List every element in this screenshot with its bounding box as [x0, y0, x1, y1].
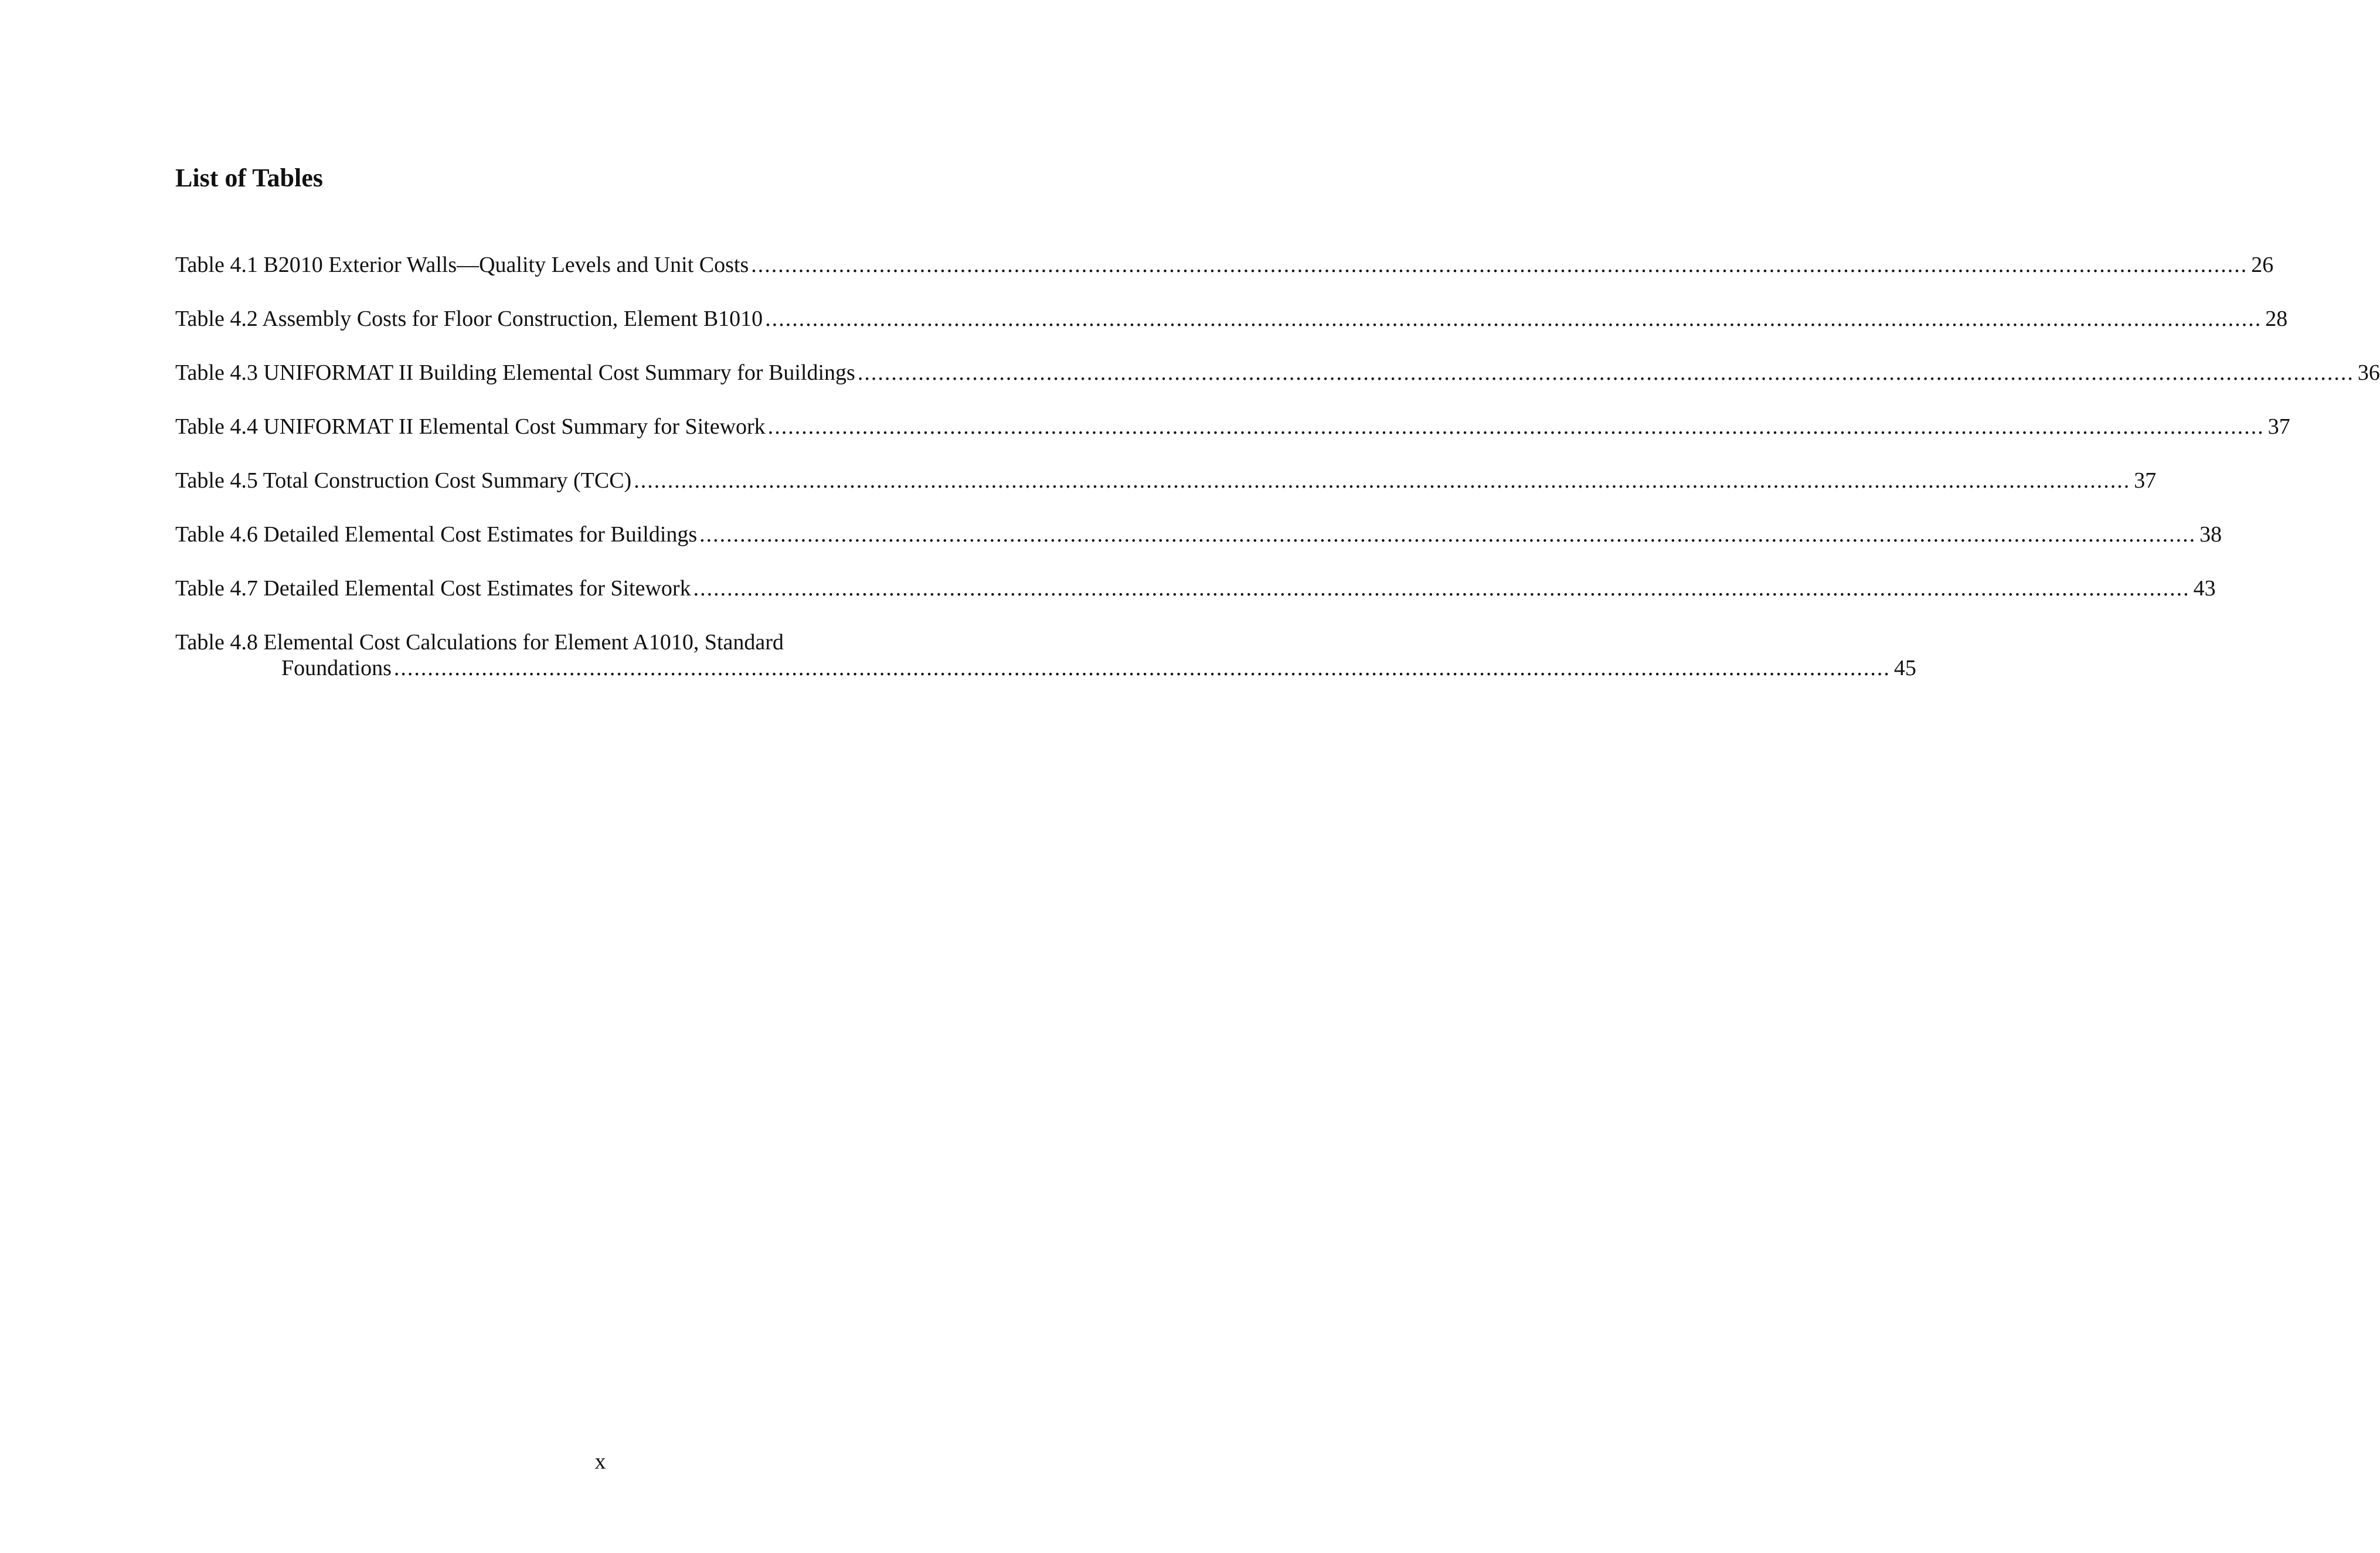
toc-entry-page: 43 [2193, 576, 2216, 601]
toc-entry-table-4-3[interactable] [175, 360, 2380, 414]
toc-entry-label: Table 4.6 Detailed Elemental Cost Estimates for Buildings [175, 522, 698, 547]
page-number: x [594, 1449, 606, 1474]
toc-entry-page: 36 [2357, 360, 2380, 385]
page-title: List of Tables [175, 164, 323, 192]
dot-leader: .............................................................................................................................................................................................................................. [634, 468, 2131, 493]
table-list [175, 252, 2380, 683]
toc-entry-table-4-8[interactable] [175, 629, 1916, 683]
dot-leader: .............................................................................................................................................................................................................................. [857, 360, 2354, 385]
dot-leader: .............................................................................................................................................................................................................................. [767, 414, 2265, 439]
toc-entry-page: 28 [2265, 306, 2288, 331]
toc-entry-page: 37 [2134, 468, 2157, 493]
toc-entry-label: Table 4.8 Elemental Cost Calculations for Element A1010, Standard [175, 630, 784, 655]
toc-entry-table-4-5[interactable] [175, 468, 2157, 522]
dot-leader: .............................................................................................................................................................................................................................. [765, 306, 2262, 331]
toc-entry-table-4-4[interactable] [175, 414, 2290, 468]
toc-entry-label: Table 4.3 UNIFORMAT II Building Elemental Cost Summary for Buildings [175, 360, 855, 385]
toc-entry-label: Table 4.4 UNIFORMAT II Elemental Cost Summary for Sitework [175, 414, 766, 439]
toc-entry-label: Table 4.1 B2010 Exterior Walls—Quality Levels and Unit Costs [175, 253, 749, 277]
toc-entry-label: Table 4.7 Detailed Elemental Cost Estimates for Sitework [175, 576, 691, 601]
dot-leader: .............................................................................................................................................................................................................................. [693, 576, 2190, 601]
toc-entry-table-4-1[interactable] [175, 252, 2274, 306]
toc-entry-page: 37 [2267, 414, 2290, 439]
toc-entry-table-4-6[interactable] [175, 522, 2222, 575]
toc-entry-page: 26 [2251, 253, 2274, 277]
dot-leader: .............................................................................................................................................................................................................................. [751, 253, 2248, 277]
toc-entry-page: 45 [1893, 656, 1916, 680]
dot-leader: .............................................................................................................................................................................................................................. [393, 656, 1891, 680]
dot-leader: .............................................................................................................................................................................................................................. [699, 522, 2197, 547]
toc-entry-label: Table 4.5 Total Construction Cost Summary (TCC) [175, 468, 632, 493]
toc-entry-table-4-7[interactable] [175, 575, 2216, 629]
toc-entry-page: 38 [2199, 522, 2222, 547]
toc-entry-label-continued: Foundations [281, 656, 392, 680]
toc-entry-table-4-2[interactable] [175, 306, 2288, 360]
toc-entry-label: Table 4.2 Assembly Costs for Floor Construction, Element B1010 [175, 306, 763, 331]
